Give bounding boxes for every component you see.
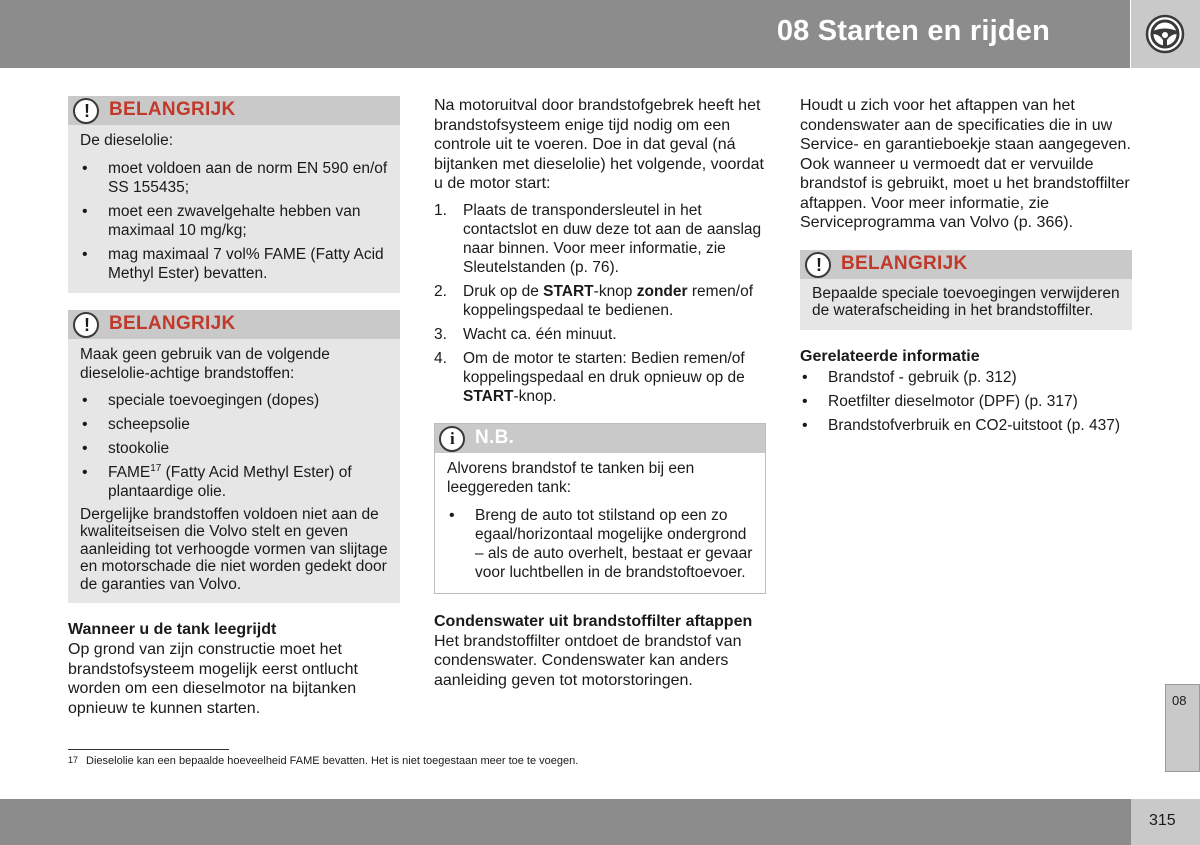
related-info [800,347,1132,435]
list-item: • moet een zwavelgehalte hebben van maximaal 10 mg/kg; [80,202,388,240]
column-right [800,96,1132,440]
footnote [68,755,578,767]
important-heading: BELANGRIJK [109,99,236,120]
note-box [434,423,766,594]
box-intro: De dieselolie: [80,132,174,149]
fame-text: (Fatty Acid Methyl Ester) of plantaardige olie. [108,463,352,500]
page-footer [0,799,1200,845]
list-item: • stookolie [80,439,388,458]
section [68,620,400,718]
box-text: Bepaalde speciale toevoegingen verwijderen de waterafscheiding in het brandstoffilter. [812,284,1120,319]
section-text: Op grond van zijn constructie moet het brandstofsysteem mogelijk eerst ontlucht worden om een dieselmotor na bijtanken opnieuw te kunnen starten. [68,641,358,717]
footnote-number: 17 [68,755,79,765]
note-heading: N.B. [475,426,515,448]
related-title: Gerelateerde informatie [800,347,980,365]
footnote-ref: 17 [150,462,162,474]
related-link[interactable]: • Brandstofverbruik en CO2-uitstoot (p. 437) [800,416,1132,435]
section-text: Het brandstoffilter ontdoet de brandstof van condenswater. Condenswater kan anders aanleiding geven tot motorstoringen. [434,632,742,689]
chapter-title: 08 Starten en rijden [776,15,1050,47]
page-number: 315 [1149,812,1176,829]
info-icon: i [439,426,465,452]
fame-label: FAME [108,463,151,481]
important-box-header [800,250,1132,279]
chapter-tab [1165,684,1200,772]
section-title: Wanneer u de tank leegrijdt [68,621,277,638]
important-box [68,310,400,604]
related-link[interactable]: • Roetfilter dieselmotor (DPF) (p. 317) [800,392,1132,411]
warning-icon: ! [73,98,99,124]
related-link[interactable]: • Brandstof - gebruik (p. 312) [800,368,1132,387]
box-closing: Dergelijke brandstoffen voldoen niet aan de kwaliteitseisen die Volvo stelt en geven aanleiding tot verhoogde vormen van slijtage en motorschade die niet worden gedekt door de garanties van Volvo. [80,505,388,593]
important-box [68,96,400,293]
list-item: • mag maximaal 7 vol% FAME (Fatty Acid Methyl Ester) bevatten. [80,245,388,283]
note-intro: Alvorens brandstof te tanken bij een leeggereden tank: [447,459,695,496]
chapter-tab-label: 08 [1172,693,1187,708]
column-left [68,96,400,718]
important-heading: BELANGRIJK [109,312,236,334]
page-header [0,0,1130,68]
important-box-header [68,310,400,339]
warning-icon: ! [805,252,831,278]
page-number-box [1131,799,1200,845]
section [434,611,766,691]
footnote-text: Dieselolie kan een bepaalde hoeveelheid FAME bevatten. Het is niet toegestaan meer toe te voegen. [86,755,579,767]
intro-paragraph: Houdt u zich voor het aftappen van het condenswater aan de specificaties die in uw Service- en garantieboekje staan aangegeven. Ook wanneer u vermoedt dat er vervuilde brandstof is gebruikt, moet u het brandstoffilter aftappen. Voor meer informatie, zie Serviceprogramma van Volvo (p. 366). [800,97,1131,231]
step-item: 3. Wacht ca. één minuut. [434,325,617,343]
note-box-header [435,424,765,453]
list-item: • Breng de auto tot stilstand op een zo egaal/horizontaal mogelijke ondergrond – als de auto overhelt, bestaat er gevaar voor luchtbellen in de brandstoftoevoer. [447,506,753,582]
list-item: • moet voldoen aan de norm EN 590 en/of SS 155435; [80,159,388,197]
step-item: 1. Plaats de transpondersleutel in het contactslot en duw deze tot aan de aanslag naar binnen. Voor meer informatie, zie Sleutelstanden (p. 76). [434,201,762,276]
warning-icon: ! [73,312,99,338]
column-middle [434,96,766,690]
chapter-icon-box [1131,0,1200,68]
steps-list [434,201,766,406]
box-intro: Maak geen gebruik van de volgende dieselolie-achtige brandstoffen: [80,345,330,382]
intro-paragraph: Na motoruitval door brandstofgebrek heeft het brandstofsysteem enige tijd nodig om een controle uit te voeren. Doe in dat geval (ná bijtanken met dieselolie) het volgende, voordat u de motor start: [434,97,764,192]
step-item: 4. Om de motor te starten: Bedien remen/of koppelingspedaal en druk opnieuw op de START-knop. [434,349,745,405]
list-item: • scheepsolie [80,415,388,434]
footnote-divider [68,749,229,750]
important-heading: BELANGRIJK [841,252,968,274]
important-box-header [68,96,400,125]
step-item: 2. Druk op de START-knop zonder remen/of koppelingspedaal te bedienen. [434,282,754,319]
section-title: Condenswater uit brandstoffilter aftappen [434,612,753,630]
important-box [800,250,1132,330]
list-item [80,463,388,501]
list-item: • speciale toevoegingen (dopes) [80,391,388,410]
steering-wheel-icon [1145,14,1185,54]
